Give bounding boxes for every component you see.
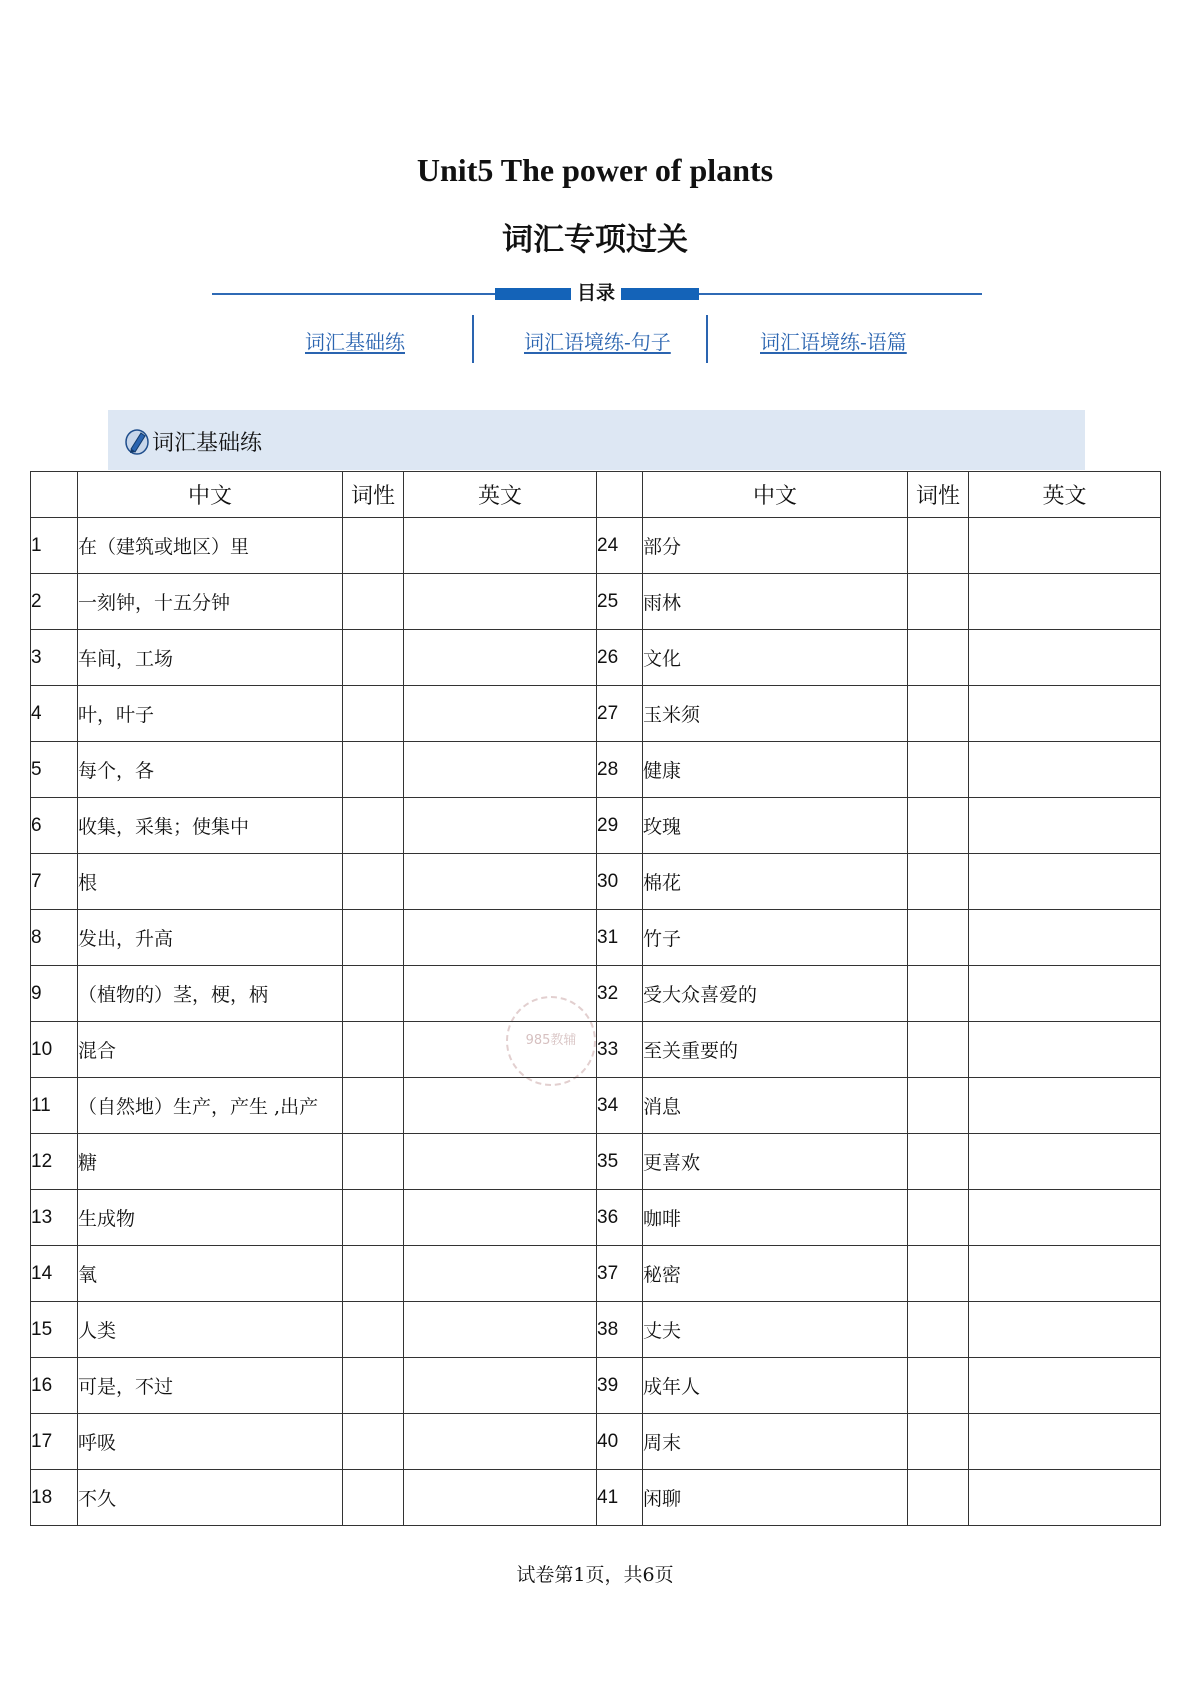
table-row: [31, 686, 1161, 742]
english-answer-cell[interactable]: [969, 1302, 1161, 1358]
chinese-cell: 一刻钟，十五分钟: [78, 574, 343, 630]
chinese-cell: （自然地）生产，产生 ,出产: [78, 1078, 343, 1134]
chinese-cell: 可是，不过: [78, 1358, 343, 1414]
vocab-table: [30, 471, 1161, 1526]
pos-answer-cell[interactable]: [343, 1246, 404, 1302]
row-number: 28: [597, 742, 643, 798]
header-pos: 词性: [343, 472, 404, 518]
pos-answer-cell[interactable]: [908, 798, 969, 854]
row-number: 4: [31, 686, 78, 742]
row-number: 16: [31, 1358, 78, 1414]
row-number: 34: [597, 1078, 643, 1134]
row-number: 39: [597, 1358, 643, 1414]
english-answer-cell[interactable]: [404, 1414, 597, 1470]
pos-answer-cell[interactable]: [908, 518, 969, 574]
english-answer-cell[interactable]: [969, 686, 1161, 742]
row-number: 8: [31, 910, 78, 966]
row-number: 9: [31, 966, 78, 1022]
chinese-cell: 丈夫: [643, 1302, 908, 1358]
section-title: 词汇基础练: [152, 431, 263, 456]
english-answer-cell[interactable]: [969, 1190, 1161, 1246]
english-answer-cell[interactable]: [969, 630, 1161, 686]
pos-answer-cell[interactable]: [908, 1414, 969, 1470]
english-answer-cell[interactable]: [404, 1470, 597, 1526]
pos-answer-cell[interactable]: [908, 742, 969, 798]
chinese-cell: 糖: [78, 1134, 343, 1190]
pos-answer-cell[interactable]: [908, 1078, 969, 1134]
row-number: 41: [597, 1470, 643, 1526]
pos-answer-cell[interactable]: [908, 1022, 969, 1078]
english-answer-cell[interactable]: [969, 966, 1161, 1022]
pos-answer-cell[interactable]: [343, 854, 404, 910]
table-row: [31, 1414, 1161, 1470]
row-number: 32: [597, 966, 643, 1022]
pos-answer-cell[interactable]: [908, 1470, 969, 1526]
table-row: [31, 1358, 1161, 1414]
page-title: Unit5 The power of plants: [416, 152, 774, 188]
row-number: 30: [597, 854, 643, 910]
chinese-cell: 周末: [643, 1414, 908, 1470]
chinese-cell: 不久: [78, 1470, 343, 1526]
table-row: [31, 574, 1161, 630]
row-number: 12: [31, 1134, 78, 1190]
english-answer-cell[interactable]: [404, 686, 597, 742]
pos-answer-cell[interactable]: [908, 1190, 969, 1246]
row-number: 24: [597, 518, 643, 574]
toc-label: 目录: [571, 280, 621, 306]
chinese-cell: 部分: [643, 518, 908, 574]
chinese-cell: 咖啡: [643, 1190, 908, 1246]
chinese-cell: 成年人: [643, 1358, 908, 1414]
english-answer-cell[interactable]: [404, 1134, 597, 1190]
chinese-cell: 每个，各: [78, 742, 343, 798]
english-answer-cell[interactable]: [969, 742, 1161, 798]
pos-answer-cell[interactable]: [343, 742, 404, 798]
pos-answer-cell[interactable]: [343, 630, 404, 686]
chinese-cell: 呼吸: [78, 1414, 343, 1470]
toc-link-vocab-basic[interactable]: 词汇基础练: [305, 330, 405, 354]
row-number: 38: [597, 1302, 643, 1358]
pos-answer-cell[interactable]: [908, 854, 969, 910]
english-answer-cell[interactable]: [404, 798, 597, 854]
chinese-cell: 人类: [78, 1302, 343, 1358]
english-answer-cell[interactable]: [969, 1358, 1161, 1414]
table-row: [31, 1134, 1161, 1190]
english-answer-cell[interactable]: [969, 1470, 1161, 1526]
chinese-cell: 根: [78, 854, 343, 910]
table-row: [31, 966, 1161, 1022]
table-row: [31, 854, 1161, 910]
row-number: 31: [597, 910, 643, 966]
pos-answer-cell[interactable]: [908, 1134, 969, 1190]
pos-answer-cell[interactable]: [343, 798, 404, 854]
header-chinese: 中文: [78, 472, 343, 518]
pos-answer-cell[interactable]: [343, 574, 404, 630]
pos-answer-cell[interactable]: [343, 1414, 404, 1470]
header-chinese: 中文: [643, 472, 908, 518]
row-number: 27: [597, 686, 643, 742]
chinese-cell: 收集，采集；使集中: [78, 798, 343, 854]
row-number: 5: [31, 742, 78, 798]
chinese-cell: 至关重要的: [643, 1022, 908, 1078]
english-answer-cell[interactable]: [404, 742, 597, 798]
pos-answer-cell[interactable]: [908, 1358, 969, 1414]
chinese-cell: 玉米须: [643, 686, 908, 742]
english-answer-cell[interactable]: [404, 854, 597, 910]
pos-answer-cell[interactable]: [343, 1358, 404, 1414]
english-answer-cell[interactable]: [404, 910, 597, 966]
toc-separator: [706, 315, 708, 363]
table-row: [31, 910, 1161, 966]
row-number: 7: [31, 854, 78, 910]
row-number: 2: [31, 574, 78, 630]
watermark-stamp: 985教辅: [506, 996, 596, 1086]
table-row: [31, 1022, 1161, 1078]
row-number: 6: [31, 798, 78, 854]
pen-icon: [124, 427, 150, 455]
row-number: 1: [31, 518, 78, 574]
table-row: [31, 798, 1161, 854]
row-number: 29: [597, 798, 643, 854]
english-answer-cell[interactable]: [969, 910, 1161, 966]
chinese-cell: 消息: [643, 1078, 908, 1134]
table-row: [31, 1302, 1161, 1358]
row-number: 11: [31, 1078, 78, 1134]
table-row: [31, 518, 1161, 574]
header-english: 英文: [404, 472, 597, 518]
table-row: [31, 1190, 1161, 1246]
pos-answer-cell[interactable]: [908, 910, 969, 966]
chinese-cell: 文化: [643, 630, 908, 686]
page-footer: 试卷第1页，共6页: [516, 1564, 674, 1586]
chinese-cell: 混合: [78, 1022, 343, 1078]
english-answer-cell[interactable]: [969, 1078, 1161, 1134]
english-answer-cell[interactable]: [969, 1414, 1161, 1470]
english-answer-cell[interactable]: [969, 518, 1161, 574]
chinese-cell: 车间，工场: [78, 630, 343, 686]
english-answer-cell[interactable]: [969, 1246, 1161, 1302]
row-number: 37: [597, 1246, 643, 1302]
pos-answer-cell[interactable]: [343, 1078, 404, 1134]
row-number: 3: [31, 630, 78, 686]
pos-answer-cell[interactable]: [908, 1246, 969, 1302]
english-answer-cell[interactable]: [404, 1078, 597, 1134]
table-row: [31, 1078, 1161, 1134]
table-row: [31, 1470, 1161, 1526]
header-pos: 词性: [908, 472, 969, 518]
chinese-cell: 发出，升高: [78, 910, 343, 966]
english-answer-cell[interactable]: [404, 630, 597, 686]
english-answer-cell[interactable]: [969, 1134, 1161, 1190]
chinese-cell: 氧: [78, 1246, 343, 1302]
table-row: [31, 742, 1161, 798]
english-answer-cell[interactable]: [404, 966, 597, 1022]
chinese-cell: 更喜欢: [643, 1134, 908, 1190]
chinese-cell: 玫瑰: [643, 798, 908, 854]
pos-answer-cell[interactable]: [343, 910, 404, 966]
page-subtitle: 词汇专项过关: [502, 222, 688, 258]
row-number: 14: [31, 1246, 78, 1302]
chinese-cell: 秘密: [643, 1246, 908, 1302]
row-number: 13: [31, 1190, 78, 1246]
pos-answer-cell[interactable]: [908, 574, 969, 630]
english-answer-cell[interactable]: [404, 1246, 597, 1302]
header-num: [597, 472, 643, 518]
chinese-cell: 叶，叶子: [78, 686, 343, 742]
toc-separator: [472, 315, 474, 363]
pos-answer-cell[interactable]: [908, 630, 969, 686]
english-answer-cell[interactable]: [969, 1022, 1161, 1078]
pos-answer-cell[interactable]: [343, 1470, 404, 1526]
pos-answer-cell[interactable]: [343, 1190, 404, 1246]
english-answer-cell[interactable]: [404, 1358, 597, 1414]
table-header-row: [31, 472, 1161, 518]
table-row: [31, 630, 1161, 686]
toc-link-vocab-sentence[interactable]: 词汇语境练-句子: [524, 330, 671, 354]
row-number: 36: [597, 1190, 643, 1246]
chinese-cell: （植物的）茎，梗，柄: [78, 966, 343, 1022]
chinese-cell: 棉花: [643, 854, 908, 910]
chinese-cell: 在（建筑或地区）里: [78, 518, 343, 574]
pos-answer-cell[interactable]: [908, 1302, 969, 1358]
row-number: 25: [597, 574, 643, 630]
row-number: 26: [597, 630, 643, 686]
row-number: 17: [31, 1414, 78, 1470]
chinese-cell: 受大众喜爱的: [643, 966, 908, 1022]
english-answer-cell[interactable]: [404, 574, 597, 630]
english-answer-cell[interactable]: [969, 574, 1161, 630]
english-answer-cell[interactable]: [969, 798, 1161, 854]
pos-answer-cell[interactable]: [908, 966, 969, 1022]
chinese-cell: 闲聊: [643, 1470, 908, 1526]
header-num: [31, 472, 78, 518]
row-number: 15: [31, 1302, 78, 1358]
chinese-cell: 雨林: [643, 574, 908, 630]
table-row: [31, 1246, 1161, 1302]
chinese-cell: 生成物: [78, 1190, 343, 1246]
english-answer-cell[interactable]: [969, 854, 1161, 910]
row-number: 35: [597, 1134, 643, 1190]
chinese-cell: 竹子: [643, 910, 908, 966]
chinese-cell: 健康: [643, 742, 908, 798]
pos-answer-cell[interactable]: [343, 966, 404, 1022]
pos-answer-cell[interactable]: [343, 1022, 404, 1078]
row-number: 10: [31, 1022, 78, 1078]
english-answer-cell[interactable]: [404, 1302, 597, 1358]
pos-answer-cell[interactable]: [343, 518, 404, 574]
toc-link-vocab-passage[interactable]: 词汇语境练-语篇: [760, 330, 907, 354]
row-number: 33: [597, 1022, 643, 1078]
header-english: 英文: [969, 472, 1161, 518]
pos-answer-cell[interactable]: [343, 1302, 404, 1358]
english-answer-cell[interactable]: [404, 518, 597, 574]
pos-answer-cell[interactable]: [343, 686, 404, 742]
english-answer-cell[interactable]: [404, 1022, 597, 1078]
pos-answer-cell[interactable]: [343, 1134, 404, 1190]
pos-answer-cell[interactable]: [908, 686, 969, 742]
row-number: 40: [597, 1414, 643, 1470]
english-answer-cell[interactable]: [404, 1190, 597, 1246]
row-number: 18: [31, 1470, 78, 1526]
